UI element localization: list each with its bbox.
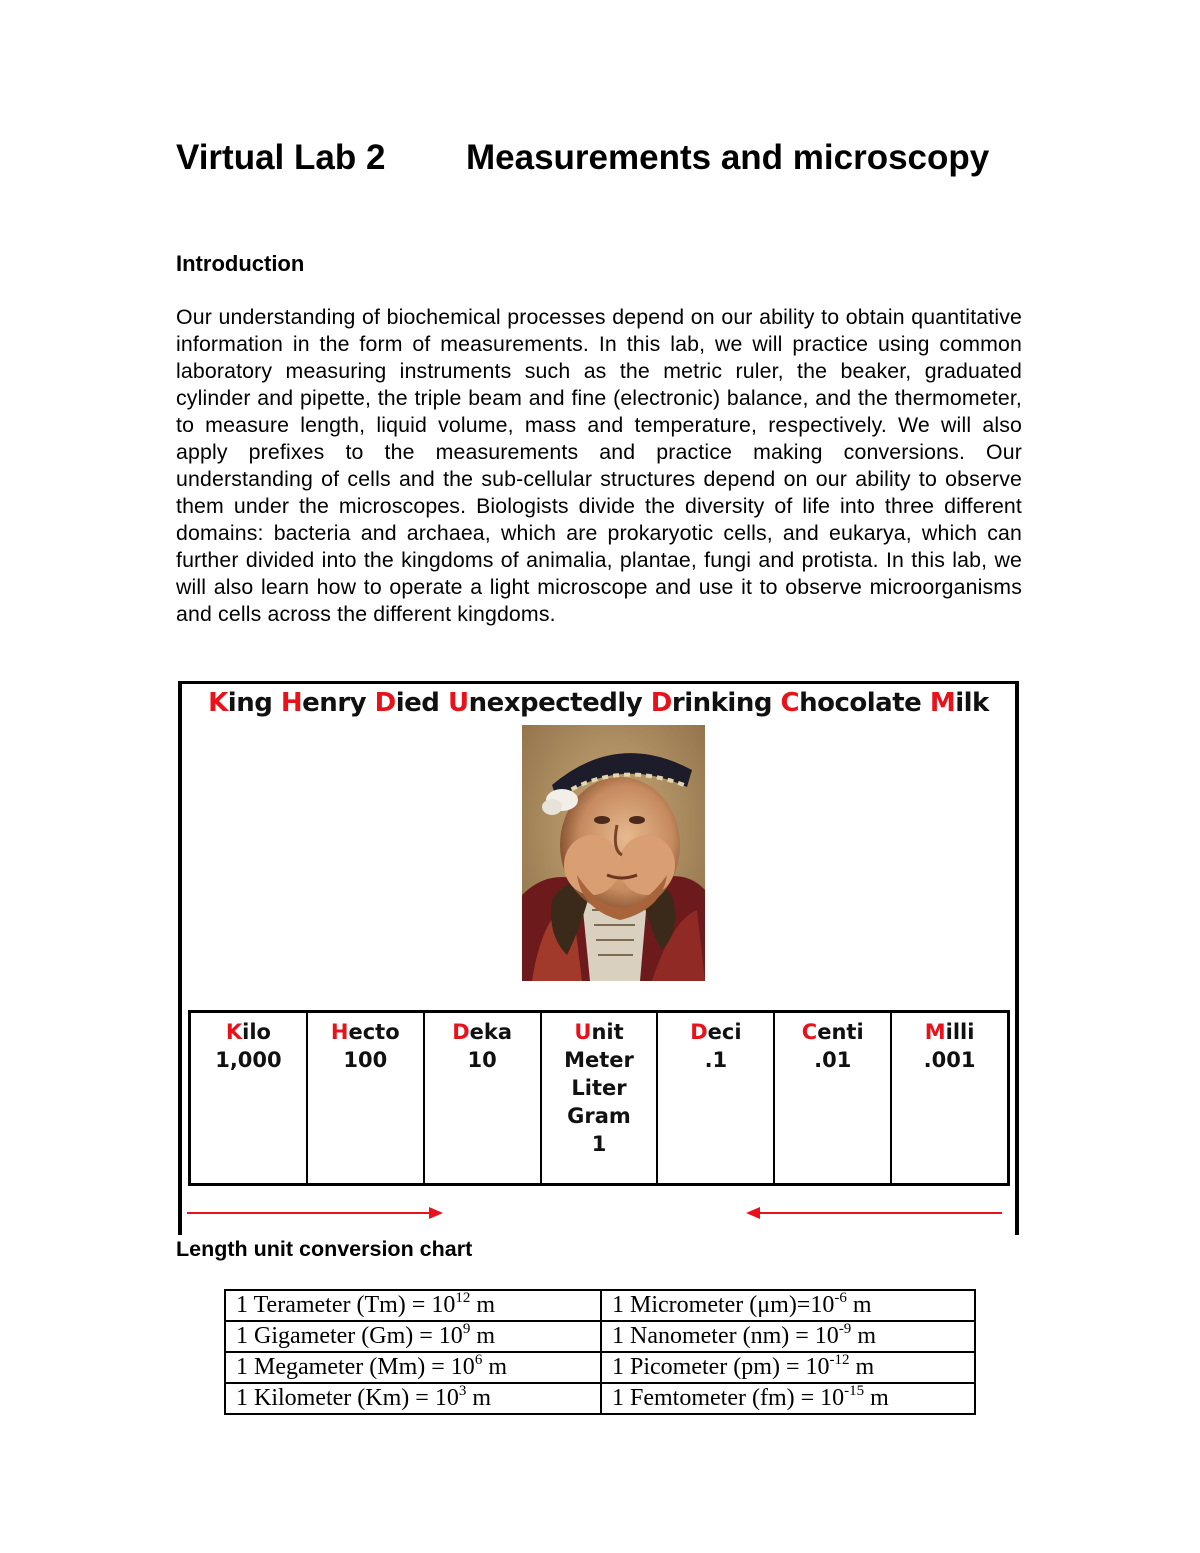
metric-prefix-table [188,1010,1010,1186]
conversion-cell: 1 Nanometer $(nm) = 10^{-9}$ m [601,1321,975,1352]
conversion-cell: 1 Kilometer $(Km) = 10^3$ m [225,1383,601,1414]
prefix-name: Hecto [330,1020,400,1044]
conversion-cell: 1 Femtometer $(fm) = 10^{-15}$ m [601,1383,975,1414]
prefix-name: Centi [801,1020,864,1044]
prefix-value: Gram [567,1104,631,1128]
prefix-name: Milli [924,1020,975,1044]
mnemonic-word [448,688,642,718]
document-title [176,138,1076,188]
prefix-value: .001 [923,1048,976,1072]
mnemonic-word [781,688,922,718]
mnemonic-initial: K [208,688,228,718]
prefix-cell [542,1013,659,1183]
prefix-value: 10 [467,1048,497,1072]
prefix-value: 100 [343,1048,388,1072]
conversion-cell: 1 Megameter $(Mm) = 10^6$ m [225,1352,601,1383]
mnemonic-initial: U [447,688,469,718]
title-lab-number: Virtual Lab 2 [176,138,386,177]
prefix-cell [425,1013,542,1183]
title-topic: Measurements and microscopy [466,138,990,177]
mnemonic-word [281,688,366,718]
table-row [225,1290,975,1321]
mnemonic-rest: hocolate [799,688,922,718]
mnemonic-rest: ied [395,688,440,718]
prefix-name: Deka [452,1020,513,1044]
prefix-value: 1,000 [215,1048,282,1072]
prefix-cell [658,1013,775,1183]
king-henry-portrait [522,725,705,981]
prefix-cell [191,1013,308,1183]
mnemonic-word [375,688,440,718]
mnemonic-rest: nexpectedly [468,688,643,718]
mnemonic-initial: H [280,688,303,718]
mnemonic-rest: rinking [671,688,772,718]
prefix-name: Kilo [225,1020,271,1044]
mnemonic-word [208,688,272,718]
prefix-cell [308,1013,425,1183]
length-conversion-table [224,1289,976,1415]
prefix-value: .01 [814,1048,852,1072]
mnemonic-rest: ing [227,688,273,718]
metric-prefix-figure [178,681,1019,1235]
conversion-cell: 1 Micrometer $(\mu m)=10^{-6}$ m [601,1290,975,1321]
mnemonic-title [182,688,1015,718]
intro-paragraph: Our understanding of biochemical processes depend on our ability to obtain quantitative information in the form of measurements. In this lab, we will practice using common laboratory measuring instruments such as the metric ruler, the beaker, graduated cylinder and pipette, the triple beam and fine (electronic) balance, and the thermometer, to measure length, liquid volume, mass and temperature, respectively. We will also apply prefixes to the measurements and practice making conversions. Our understanding of cells and the sub-cellular structures depend on our ability to observe them under the microscopes. Biologists divide the diversity of life into three different domains: bacteria and archaea, which are prokaryotic cells, and eukarya, which can further divided into the kingdoms of animalia, plantae, fungi and protista. In this lab, we will also learn how to operate a light microscope and use it to observe microorganisms and cells across the different kingdoms. [176,305,1022,626]
mnemonic-initial: D [650,688,672,718]
mnemonic-initial: M [929,688,956,718]
table-row [225,1383,975,1414]
table-caption: Length unit conversion chart [176,1237,473,1261]
mnemonic-word [930,688,989,718]
table-row [225,1321,975,1352]
arrow-right-icon [185,1202,445,1224]
prefix-value: Meter [564,1048,634,1072]
prefix-cell [892,1013,1007,1183]
mnemonic-initial: C [780,688,800,718]
prefix-name: Unit [574,1020,624,1044]
prefix-cell [775,1013,892,1183]
mnemonic-initial: D [374,688,396,718]
conversion-cell: 1 Terameter $(Tm) = 10^{12}$ m [225,1290,601,1321]
table-row [225,1352,975,1383]
prefix-value: 1 [591,1132,607,1156]
mnemonic-word [651,688,772,718]
arrow-left-icon [744,1202,1004,1224]
prefix-name: Deci [690,1020,742,1044]
mnemonic-rest: enry [302,688,367,718]
conversion-cell: 1 Gigameter $(Gm) = 10^9$ m [225,1321,601,1352]
section-heading: Introduction [176,251,305,276]
prefix-value: .1 [704,1048,728,1072]
mnemonic-rest: ilk [955,688,989,718]
prefix-value: Liter [571,1076,627,1100]
conversion-cell: 1 Picometer $(pm) = 10^{-12}$ m [601,1352,975,1383]
